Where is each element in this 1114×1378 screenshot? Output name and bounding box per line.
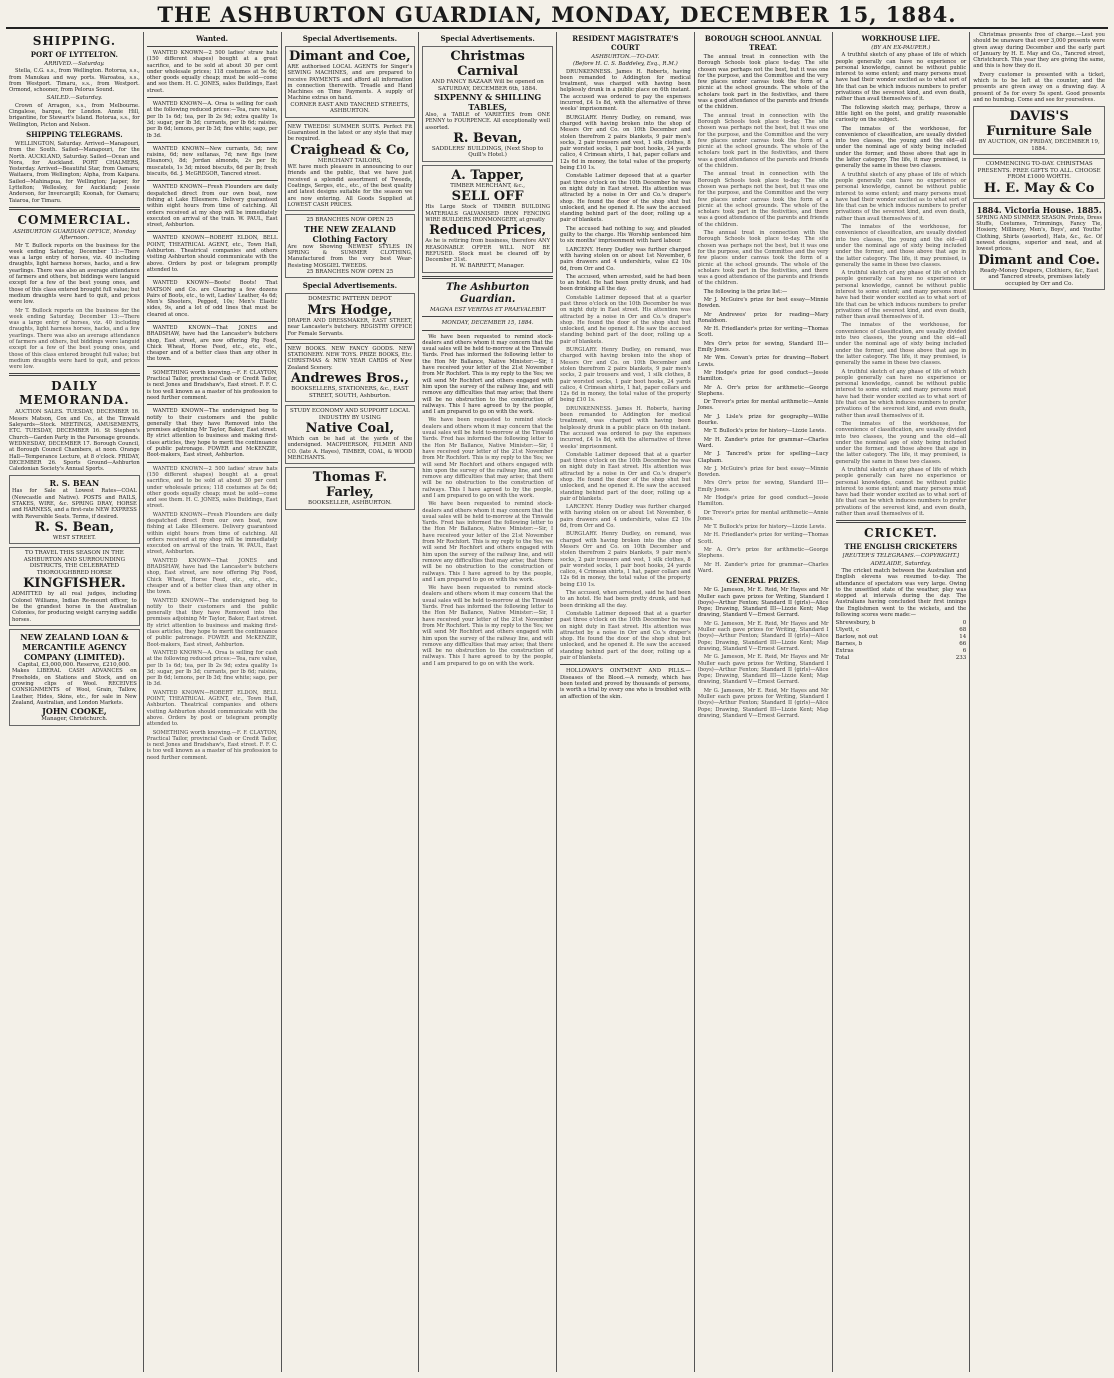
court-place: ASHBURTON.—TO-DAY. bbox=[591, 54, 660, 60]
prize-item: Mr H. Zander's prize for grammar—Charles Ward. bbox=[697, 436, 829, 449]
commercial-text: Mr T. Bullock reports on the business for the week ending Saturday, December 13:—There was a large entry of horses, viz. 40 including draughts, light harness horses, hacks, and a few yearlings. There was also an average attendance of farmers and others, but biddings were languid except for a few of the best young ones, and those of this class entered brought full value; but medium draughts were hard to quit, and prices were low. bbox=[9, 242, 140, 306]
craighead-role: MERCHANT TAILORS, bbox=[317, 157, 382, 164]
score-row bbox=[836, 620, 967, 627]
wanted-item: WANTED KNOWN—ROBERT ELDON, BELL POINT, THEATRICAL AGENT, etc., Town Hall, Ashburton. Theatrical companies and others visiting Ashburton should communicate with the above. Orders by post or telegram promptly attended to. bbox=[146, 235, 278, 273]
kingfisher-advert bbox=[9, 547, 140, 625]
native-coal-advert bbox=[285, 405, 416, 464]
school-intro-repeat: The annual treat in connection with the Borough Schools took place to-day. The site chosen was perhaps not the best, but it was one for the purpose, and the Committee and the very few places under canvas took the form of a picnic at the school grounds. The whole of the scholars took part in the festivities, and there was a good attendance of the parents and friends of the children. bbox=[697, 230, 829, 287]
runs: 233 bbox=[955, 655, 967, 662]
agent-role: Manager, Christchurch. bbox=[41, 716, 108, 723]
tapper-advert bbox=[422, 165, 553, 273]
nz-loan-text: Makes LIBERAL CASH ADVANCES on Freeholds, on Stations and Stock, and on growing clips of Wool. RECEIVES CONSIGNMENTS of Wool, Grain, Tallow, Leather, Hides, Skins, etc., for sale in New Zealand, Australian, and London Markets. bbox=[12, 668, 137, 706]
school-intro-repeat: The annual treat in connection with the Borough Schools took place to-day. The site chosen was perhaps not the best, but it was one for the purpose, and the Committee and the very few places under canvas took the form of a picnic at the school grounds. The whole of the scholars took part in the festivities, and there was a good attendance of the parents and friends of the children. bbox=[697, 112, 829, 170]
wanted-item: WANTED KNOWN—Boots! Boots! That MATSON and Co. are Clearing a few dozens Pairs of Boots, etc., to wit, Ladies' Leather, 4s 6d; Men's Shooters, Pegged, 10s; Men's Elastic sides, 9s, and a lot of odd lines that must be cleared at once. bbox=[146, 280, 278, 318]
may-advert bbox=[973, 158, 1105, 199]
dimant-name: Dimant and Coe, bbox=[289, 49, 411, 64]
andrewes-address: BOOKSELLERS, STATIONERS, &c., EAST STREET, SOUTH, Ashburton. bbox=[291, 386, 409, 399]
wanted-item-repeat: WANTED KNOWN—The undersigned beg to notify to their customers and the public generally that they have Removed into the premises adjoining Mr Taylor, Baker, East street. By strict attention to business and making first-class articles, they hope to merit the continuance of public patronage. FOWER and McKENZIE, Boot-makers, East street, Ashburton. bbox=[146, 597, 278, 648]
sixpenny-text: Also, a TABLE of VARIETIES from ONE PENNY to FOURPENCE. All exceptionally well assorted. bbox=[425, 112, 550, 131]
arrived-text: Stella, C.G. s.s., from Wellington. Rotorua, s.s., from Manukau and way ports. Waroatea, s.s., from Westport. Timaru, s.s., from Westport. Ormond, schooner, from Pelorus Sound. bbox=[9, 68, 140, 94]
court-section-repeat: Constable Latimer deposed that at a quarter past three o'clock on the 10th December he was on night duty in East street. His attention was attracted by a noise in Orr and Co.'s draper's shop. He found the door of the shop shut but unlocked, and he opened it. He saw the accused standing behind part of the door, rolling up a pair of blankets. bbox=[560, 451, 691, 502]
workhouse-para-repeat: The inmates of the workhouse, for convenience of classification, are usually divided into two classes, the young and the old—all under the nominal age of sixty being included under the former, and those above that age in the latter category. The life, it may premised, is generally the same in these two classes. bbox=[835, 224, 967, 268]
runs: 68 bbox=[959, 627, 967, 634]
commercial-sub: ASHBURTON GUARDIAN OFFICE, Monday Afternoon. bbox=[13, 228, 136, 242]
column-3 bbox=[282, 32, 420, 1372]
wanted-item: WANTED KNOWN—Fresh Flounders are daily despatched direct from our own boat, now fishing at Lake Ellesmere. Delivery guaranteed within eight hours from time of catching. All orders received at my shop will be immediately executed on arrival of the train. W. PAUL, East street, Ashburton. bbox=[146, 184, 278, 229]
port-heading: PORT OF LYTTELTON. bbox=[30, 50, 118, 59]
reduced-prices: Reduced Prices, bbox=[429, 223, 547, 239]
wanted-item: WANTED KNOWN—New currants, 5d; new raisins, 6d; new sultanas, 7d; new figs (new Eleanors), 8d; Jordan almonds, 2s per lb; muscatels, 1s 3d; mixed biscuits, 6d per lb; fresh biscuits, 6d. J. McGREGOR, Tancred street. bbox=[146, 145, 278, 178]
bevan-role: SADDLERS' BUILDINGS, (Next Shop to Quill's Hotel.) bbox=[431, 145, 544, 159]
bean-signature: R. S. Bean, bbox=[34, 519, 115, 535]
court-section-repeat: Constable Latimer deposed that at a quarter past three o'clock on the 10th December he was on night duty in East street. His attention was attracted by a noise in Orr and Co.'s draper's shop. He found the door of the shop shut but unlocked, and he opened it. He saw the accused standing behind part of the door, rolling up a pair of blankets. bbox=[560, 294, 691, 345]
tapper-name: A. Tapper, bbox=[451, 167, 525, 183]
masthead-rule bbox=[6, 27, 1108, 29]
dimant-advert bbox=[285, 46, 416, 118]
general-prizes-repeat: Mr G. Jameson, Mr E. Reid, Mr Hayes and Mr Muller each gave prizes for Writing, Standard I (boys)—Arthur Fenton; Standard II (girls)—Alice Pope; Drawing, Standard III—Lizzie Kent; Map drawing, Standard V—Ernest Gerrard. bbox=[697, 687, 829, 719]
wanted-item: WANTED KNOWN—That JONES and BRADSHAW, have had the Lancaster's butchers shop, East street, are now offering Pig Food, Chick Wheat, Horse Feed, etc., etc., etc., cheaper and of a better class than any other in the town. bbox=[146, 324, 278, 363]
court-section: BURGLARY. Henry Dudley, on remand, was charged with having broken into the shop of Messrs Orr and Co. on 10th December and stolen therefrom 2 pairs blankets, 9 pair men's socks, 2 pair trousers and vest, 1 silk clothes, 8 pair worsted socks, 1 pair boot hooks, 24 yards calico, 4 Crimean shirts, 1 hat, paper collars and 12s 6d in money, the total value of the property being £10 1s. bbox=[560, 114, 691, 172]
nameplate: The Ashburton Guardian. bbox=[445, 281, 530, 305]
lead-article: We have been requested to remind stock-dealers and others whom it may concern that the usual sales will be held to-morrow at the Tinwald Yards. Fred has informed the following letter to the Hon Mr Ballance, Native Minister:—Sir, I have received your letter of the 21st November from Mr Rochfort. This is my reply to the Yes; we will send Mr Rochfort and others engaged with him upon the survey of the railway line, and will remove any difficulties that may arise; that there will be no obstruction to the construction of railways. This I have agreed to by the people, and I am prepared to go on with the work. bbox=[422, 333, 553, 416]
wanted-item-repeat: WANTED KNOWN—ROBERT ELDON, BELL POINT, THEATRICAL AGENT, etc., Town Hall, Ashburton. Theatrical companies and others visiting Ashburton should communicate with the above. Orders by post or telegram promptly attended to. bbox=[146, 689, 278, 728]
divider bbox=[147, 46, 278, 47]
workhouse-para: The inmates of the workhouse, for convenience of classification, are usually divided into two classes, the young and the old—all under the nominal age of sixty being included under the former, and those above that age in the latter category. The life, it may premised, is generally the same in these two classes. bbox=[835, 125, 967, 170]
workhouse-para-repeat: A truthful sketch of any phase of life of which people generally can have no experience or personal knowledge, cannot be without public interest to some extent; and many persons must have had their wonder excited as to what sort of life that can be which induces numbers to prefer privations of the severest kind, and even death, rather than avail themselves of it. bbox=[835, 467, 967, 518]
nz-loan-capital: Capital, £3,000,000. Reserve, £210,000. bbox=[18, 661, 131, 668]
prize-item-repeat: Mr Hodge's prize for good conduct—Jessie Hamilton. bbox=[697, 495, 829, 508]
workhouse-para: The following sketch may, perhaps, throw a little light on the point, and gratify reasonable curiosity on the subject. bbox=[835, 104, 967, 124]
court-section: DRUNKENNESS. James H. Roberts, having been remanded to Addington for medical treatment, was charged with having been helplessly drunk in a public place on 6th instant. The accused was ordered to pay the expenses incurred, £4 1s 8d, with the alternative of three weeks' imprisonment. bbox=[560, 68, 691, 113]
dimant-footer-name: Dimant and Coe. bbox=[978, 252, 1100, 268]
column-2 bbox=[144, 32, 282, 1372]
davis-sub: Furniture Sale bbox=[986, 124, 1093, 140]
general-prizes-heading: GENERAL PRIZES. bbox=[726, 576, 800, 586]
wanted-item: WANTED KNOWN—2 500 ladies' straw hats (150 different shapes) bought at a great sacrifice, and to be sold at about 30 per cent under wholesale prices; 118 costumes at 5s 6d; other goods equally cheap; must be sold—come and see them. H. C. JONES, sales Buildings, East street. bbox=[146, 50, 278, 94]
divider bbox=[147, 142, 278, 143]
wanted-item: WANTED KNOWN—The undersigned beg to notify to their customers and the public generally that they have Removed into the premises adjoining Mr Taylor, Baker, East street. By strict attention to business and making first-class articles, they hope to merit the continuance of public patronage. FOWER and McKENZIE, Boot-makers, East street, Ashburton. bbox=[146, 408, 278, 459]
victoria-advert bbox=[973, 202, 1105, 290]
christmas-more: Every customer is presented with a ticket, which is to be left at the counter, and the presents are given away on a drawing day. A present of 5s for every 5s spent. Good presents and no humbug. Come and see for yourselves. bbox=[973, 71, 1105, 103]
bean-text: Has for Sale at Lowest Rates—COAL (Newcastle and Native). POSTS and RAILS, STAKES, WIRE, &c. SPRING DRAY, HORSE and HARNESS, and a first-rate NEW EXPRESS with Reversible Seats. Terms, if desired. bbox=[12, 488, 137, 520]
divider bbox=[147, 321, 278, 322]
memoranda-heading: DAILY MEMORANDA. bbox=[19, 379, 130, 408]
may-name: H. E. May & Co bbox=[983, 180, 1095, 196]
workhouse-byline: (BY AN EX-PAUPER.) bbox=[871, 45, 931, 51]
runs: 6 bbox=[962, 648, 967, 655]
divider bbox=[147, 276, 278, 277]
divider bbox=[147, 97, 278, 98]
workhouse-para-repeat: The inmates of the workhouse, for convenience of classification, are usually divided into two classes, the young and the old—all under the nominal age of sixty being included under the former, and those above that age in the latter category. The life, it may premised, is generally the same in these two classes. bbox=[835, 322, 967, 367]
court-section-repeat: The accused, when arrested, said he had been to an hotel. He had been pretty drunk, and had been drinking all the day. bbox=[560, 590, 691, 609]
branches-banner: 25 BRANCHES NOW OPEN 25 bbox=[306, 268, 394, 275]
court-before: (Before H. C. S. Baddeley, Esq., R.M.) bbox=[572, 61, 678, 68]
craighead-name: Craighead & Co, bbox=[290, 142, 410, 158]
column-8 bbox=[970, 32, 1108, 1372]
prize-item: Mr Andrewes' prize for reading—Mary Ronaldson. bbox=[697, 311, 829, 324]
sailed-text: Crown of Arragon, s.s., from Melbourne. Cingalese, barque, for London. Annie Hill, brigantine, for Stewart's Island. Rotorua, s.s., for Wellington, Picton and Nelson. bbox=[9, 102, 140, 128]
prize-item: Mr A. Orr's prize for arithmetic—George Stephens. bbox=[697, 384, 829, 397]
masthead: THE ASHBURTON GUARDIAN, MONDAY, DECEMBER 15, 1884. bbox=[157, 2, 957, 27]
cricket-scores bbox=[836, 620, 967, 662]
memoranda-text: AUCTION SALES. TUESDAY, DECEMBER 16. Messrs Matson, Cox and Co., at the Tinwald Saleyards—Stock. MEETINGS, AMUSEMENTS, ETC. TUESDAY, DECEMBER 16. St Stephen's Church—Garden Party in the Parsonage grounds. WEDNESDAY, DECEMBER 17. Borough Council, at Borough Council Chambers, at noon. Orange Hall—Temperance Lecture, at 8 o'clock. FRIDAY, DECEMBER 26. Sports Ground—Ashburton Caledonian Society's Annual Sports. bbox=[9, 409, 140, 473]
carnival-title: Christmas Carnival bbox=[450, 49, 525, 79]
prize-item: Mr J. McGuire's prize for best essay—Minnie Bowden. bbox=[697, 296, 829, 310]
telegrams-heading: SHIPPING TELEGRAMS. bbox=[26, 129, 123, 139]
workhouse-para: A truthful sketch of any phase of life of which people generally can have no experience or personal knowledge, cannot be without public interest to some extent; and many persons must have had their wonder excited as to what sort of life that can be which induces numbers to prefer privations of the severest kind, and even death, rather than avail themselves of it. bbox=[835, 52, 967, 103]
prize-item: Mr H. Friedlander's prize for writing—Thomas Scott. bbox=[697, 326, 829, 339]
carnival-advert bbox=[422, 46, 553, 162]
score-row bbox=[836, 641, 967, 648]
hodge-intro: DOMESTIC PATTERN DEPOT bbox=[308, 296, 392, 303]
telegrams-text: WELLINGTON, Saturday. Arrived—Manapouri, from the South. Sailed—Manapouri, for the North. AUCKLAND, Saturday. Sailed—Ocean and Nora, for Auckland. PORT CHALMERS, Yesterday. Arrived—Beautiful Star, from Oamaru; Waitaera, from Wellington; Alpha, from Kaipara. Sailed—Mahinapua, for Wellington; Jasper, for Lyttelton; Wellesley, for Auckland; Jessie Anderson, for Invercargill; Koonah, for Oamaru; Taiaroa, for Timaru. bbox=[9, 140, 140, 204]
tapper-text: His Large Stock of TIMBER BUILDING MATERIALS GALVANISED IRON FENCING WIRE BUILDERS IRONMONGERY, at greatly bbox=[425, 204, 550, 223]
cricket-tag: [REUTER'S TELEGRAMS.—COPYRIGHT.] bbox=[842, 553, 960, 560]
wanted-item-repeat: WANTED KNOWN—A. Orsa is selling for cash at the following reduced prices:—Tea, rare value, per lb 1s 6d; tea, per lb 2s 9d; extra quality 1s 3d; sugar, per lb 3d; currants, per lb 6d; raisins, per lb 6d; lemons, per lb 3d; fine white; sago, per lb 3d. bbox=[146, 649, 278, 688]
divider bbox=[147, 404, 278, 405]
reduced-text: As he is retiring from business, therefore ANY REASONABLE OFFER WILL NOT BE REFUSED. Stock must be cleared off by December 31st. bbox=[425, 238, 550, 264]
score-row bbox=[836, 648, 967, 655]
batsman: Ulyett, c bbox=[835, 627, 860, 634]
general-prizes-repeat: Mr G. Jameson, Mr E. Reid, Mr Hayes and Mr Muller each gave prizes for Writing, Standard I (boys)—Arthur Fenton; Standard II (girls)—Alice Pope; Drawing, Standard III—Lizzie Kent; Map drawing, Standard V—Ernest Gerrard. bbox=[697, 620, 829, 652]
tapper-role: TIMBER MERCHANT, &c., bbox=[450, 182, 526, 189]
commercial-text-repeat: Mr T. Bullock reports on the business for the week ending Saturday, December 13:—There was a large entry of horses, viz. 40 including draughts, light harness horses, hacks, and a few yearlings. There was also an average attendance of farmers and others, but biddings were languid except for a few of the best young ones, and those of this class entered brought full value; but medium draughts were hard to quit, and prices were low. bbox=[9, 307, 140, 371]
holloway-notice: HOLLOWAY'S OINTMENT AND PILLS.—Diseases of the Blood.—A remedy, which has been tested and proved by thousands of persons, is worth a trial by every one who is troubled with an affection of the skin. bbox=[560, 668, 691, 700]
christmas-note: Christmas presents free of charge.—Lest you should be unaware that over 3,000 presents were given away during December and the early part of January by H. E. May and Co., Tancred street, Christchurch. This year they are giving the same, and this is how they do it. bbox=[973, 32, 1105, 70]
davis-text: BY AUCTION, ON FRIDAY, DECEMBER 19, 1884. bbox=[978, 139, 1100, 152]
barrett-signature: H. W. BARRETT, Manager. bbox=[451, 263, 525, 270]
batsman: Total bbox=[835, 655, 850, 662]
wanted-item-repeat: SOMETHING worth knowing.—F. F. CLAYTON, Practical Tailor, provincial Cash or Credit Tailor, is next Jones and Bradshaw's, East street. F. F. C. is too well known as a master of his profession to need further comment. bbox=[146, 729, 278, 761]
prize-item-repeat: Mr J. McGuire's prize for best essay—Minnie Bowden. bbox=[697, 465, 829, 479]
cricket-subheading: THE ENGLISH CRICKETERS bbox=[844, 542, 958, 552]
batsman: Extras bbox=[835, 648, 854, 655]
craighead-advert bbox=[285, 121, 416, 211]
tweeds-text: NEW TWEEDS! SUMMER SUITS. Perfect Fit Guaranteed in the latest or any style that may be required. bbox=[287, 123, 413, 143]
divider bbox=[9, 373, 140, 376]
farley-name: Thomas F. Farley, bbox=[312, 470, 388, 501]
court-section-repeat: LARCENY. Henry Dudley was further charged with having stolen on or about 1st November, 6 pairs drawers and 4 undershirts, value £2 10s 6d, from Orr and Co. bbox=[560, 504, 691, 530]
hodge-text: DRAPER AND DRESSMAKER, EAST STREET, near Lancaster's butchery. REGISTRY OFFICE For Female Servants. bbox=[287, 317, 413, 337]
general-prizes-repeat: Mr G. Jameson, Mr E. Reid, Mr Hayes and Mr Muller each gave prizes for Writing, Standard I (boys)—Arthur Fenton; Standard II (girls)—Alice Pope; Drawing, Standard III—Lizzie Kent; Map drawing, Standard V—Ernest Gerrard. bbox=[697, 654, 829, 686]
prize-heading: The following is the prize list:— bbox=[703, 288, 788, 295]
batsman: Barnes, b bbox=[835, 641, 863, 648]
prize-item: Mr T. Bullock's prize for history—Lizzie Lewis. bbox=[703, 428, 826, 435]
coal-name: Native Coal, bbox=[305, 421, 395, 437]
craighead-text: WE have much pleasure in announcing to our friends and the public, that we have just received a splendid assortment of Tweeds, Coatings, Serges, etc., etc., of the best quality and latest designs suitable for the season we are now entering. All Goods Supplied at LOWEST CASH PRICES. bbox=[287, 164, 413, 208]
farley-role: BOOKSELLER, ASHBURTON. bbox=[308, 500, 392, 507]
sailed-heading: SAILED.—Saturday. bbox=[46, 95, 103, 102]
wanted-item: WANTED KNOWN—A. Orsa is selling for cash at the following reduced prices:—Tea, rare value, per lb 1s 6d; tea, per lb 2s 9d; extra quality 1s 3d; sugar, per lb 3d; currants, per lb 6d; raisins, per lb 6d; lemons, per lb 3d; fine white; sago, per lb 3d. bbox=[146, 101, 278, 139]
davis-title: DAVIS'S bbox=[1009, 109, 1069, 125]
workhouse-para-repeat: The inmates of the workhouse, for convenience of classification, are usually divided into two classes, the young and the old—all under the nominal age of sixty being included under the former, and those above that age in the latter category. The life, it may premised, is generally the same in these two classes. bbox=[835, 420, 967, 465]
columns bbox=[6, 32, 1108, 1372]
bevan-name: R. Bevan, bbox=[453, 130, 523, 146]
andrewes-list: NEW BOOKS. NEW FANCY GOODS. NEW STATIONERY. NEW TOYS. PRIZE BOOKS, Etc. CHRISTMAS & NEW YEAR CARDS of New Zealand Scenery. bbox=[287, 345, 413, 371]
prize-item: Mr Wm. Cowan's prize for drawing—Robert Lewis. bbox=[697, 355, 829, 368]
runs: 66 bbox=[959, 641, 967, 648]
lead-article-repeat: We have been requested to remind stock-dealers and others whom it may concern that the usual sales will be held to-morrow at the Tinwald Yards. Fred has informed the following letter to the Hon Mr Ballance, Native Minister:—Sir, I have received your letter of the 21st November from Mr Rochfort. This is my reply to the Yes; we will send Mr Rochfort and others engaged with him upon the survey of the railway line, and will remove any difficulties that may arise; that there will be no obstruction to the construction of railways. This I have agreed to by the people, and I am prepared to go on with the work. bbox=[422, 417, 553, 499]
lead-article-repeat: We have been requested to remind stock-dealers and others whom it may concern that the usual sales will be held to-morrow at the Tinwald Yards. Fred has informed the following letter to the Hon Mr Ballance, Native Minister:—Sir, I have received your letter of the 21st November from Mr Rochfort. This is my reply to the Yes; we will send Mr Rochfort and others engaged with him upon the survey of the railway line, and will remove any difficulties that may arise; that there will be no obstruction to the construction of railways. This I have agreed to by the people, and I am prepared to go on with the work. bbox=[422, 501, 553, 583]
court-section-repeat: BURGLARY. Henry Dudley, on remand, was charged with having broken into the shop of Messrs Orr and Co. on 10th December and stolen therefrom 2 pairs blankets, 9 pair men's socks, 2 pair trousers and vest, 1 silk clothes, 8 pair worsted socks, 1 pair boot hooks, 24 yards calico, 4 Crimean shirts, 1 hat, paper collars and 12s 6d in money, the total value of the property being £10 1s. bbox=[560, 347, 691, 404]
court-section: Constable Latimer deposed that at a quarter past three o'clock on the 10th December he was on night duty in East street. His attention was attracted by a noise in Orr and Co.'s draper's shop. He found the door of the shop shut but unlocked, and he opened it. He saw the accused standing behind part of the door, rolling up a pair of blankets. bbox=[560, 173, 691, 224]
prize-item: Mrs Orr's prize for sewing, Standard III—Emily Jones. bbox=[697, 340, 829, 354]
prize-item: Dr Trevor's prize for mental arithmetic—Annie Jones. bbox=[697, 399, 829, 412]
clothing-factory-advert bbox=[285, 214, 416, 278]
divider bbox=[422, 316, 553, 317]
victoria-text: SPRING AND SUMMER SEASON. Prints, Dress Stuffs, Costumes, Trimmings, Fancy Tie, Hosiery, Millinery, Men's, Boys', and Youths' Clothing, Shirts (assorted), Hats, &c., &c. Of newest designs, superior and neat, and at lowest prices. bbox=[976, 214, 1103, 253]
hodge-advert bbox=[285, 293, 416, 339]
court-heading: RESIDENT MAGISTRATE'S COURT bbox=[572, 34, 679, 52]
prize-item-repeat: Mrs Orr's prize for sewing, Standard III—Emily Jones. bbox=[697, 480, 829, 493]
divider bbox=[9, 207, 140, 210]
divider bbox=[147, 462, 278, 463]
divider bbox=[836, 520, 967, 523]
court-section-repeat: Constable Latimer deposed that at a quarter past three o'clock on the 10th December he was on night duty in East street. His attention was attracted by a noise in Orr and Co.'s draper's shop. He found the door of the shop shut but unlocked, and he opened it. He saw the accused standing behind part of the door, rolling up a pair of blankets. bbox=[560, 610, 691, 662]
davis-advert bbox=[973, 106, 1105, 155]
prize-item: Mr Hodge's prize for good conduct—Jessie Hamilton. bbox=[697, 369, 829, 383]
runs: 14 bbox=[959, 634, 967, 641]
dimant-address: CORNER EAST AND TANCRED STREETS, ASHBURTON. bbox=[290, 101, 410, 115]
special-heading-2: Special Advertisements. bbox=[302, 281, 398, 291]
divider bbox=[422, 330, 553, 331]
school-intro-repeat: The annual treat in connection with the Borough Schools took place to-day. The site chosen was perhaps not the best, but it was one for the purpose, and the Committee and the very few places under canvas took the form of a picnic at the school grounds. The whole of the scholars took part in the festivities, and there was a good attendance of the parents and friends of the children. bbox=[697, 171, 829, 228]
school-heading: BOROUGH SCHOOL ANNUAL TREAT. bbox=[704, 34, 822, 52]
sixpenny-title: SIXPENNY & SHILLING TABLES, bbox=[434, 92, 542, 112]
wanted-item-repeat: WANTED KNOWN—Fresh Flounders are daily despatched direct from our own boat, now fishing at Lake Ellesmere. Delivery guaranteed within eight hours from time of catching. All orders received at my shop will be immediately executed on arrival of the train. W. PAUL, East street, Ashburton. bbox=[146, 511, 278, 556]
prize-item-repeat: Mr H. Friedlander's prize for writing—Thomas Scott. bbox=[697, 532, 829, 545]
kingfisher-text: ADMITTED by all real judges, including Colonel Williams, Indian Re-mount officer, to be the grandest horse in the Australian Colonies, for producing weight carrying saddle horses. bbox=[12, 591, 137, 623]
factory-text: Are now Showing NEWEST STYLES IN SPRING & SUMMER CLOTHING, Manufactured from the very best Wear-Resisting MOSGIEL TWEEDS. bbox=[287, 243, 413, 269]
prize-item: Mr J. Tancred's prize for spelling—Lucy Clapham. bbox=[697, 451, 829, 464]
divider bbox=[147, 180, 278, 181]
column-4 bbox=[419, 32, 557, 1372]
workhouse-para-repeat: A truthful sketch of any phase of life of which people generally can have no experience or personal knowledge, cannot be without public interest to some extent; and many persons must have had their wonder excited as to what sort of life that can be which induces numbers to prefer privations of the severest kind, and even death, rather than avail themselves of it. bbox=[835, 270, 967, 321]
batsman: Barlow, not out bbox=[835, 634, 878, 641]
prize-item-repeat: Dr Trevor's prize for mental arithmetic—Annie Jones. bbox=[697, 509, 829, 522]
column-7 bbox=[833, 32, 971, 1372]
court-section: The accused, when arrested, said he had been to an hotel. He had been pretty drunk, and had been drinking all the day. bbox=[560, 273, 691, 293]
shipping-heading: SHIPPING. bbox=[32, 34, 116, 48]
andrewes-name: Andrewes Bros., bbox=[290, 371, 409, 387]
cricket-heading: CRICKET. bbox=[863, 526, 938, 541]
wanted-heading: Wanted. bbox=[196, 34, 229, 43]
prize-item-repeat: Mr H. Zander's prize for grammar—Charles Ward. bbox=[697, 561, 829, 574]
branches-banner: 25 BRANCHES NOW OPEN 25 bbox=[306, 217, 394, 224]
court-section-repeat: DRUNKENNESS. James H. Roberts, having been remanded to Addington for medical treatment, was charged with having been helplessly drunk in a public place on 6th instant. The accused was ordered to pay the expenses incurred, £4 1s 8d, with the alternative of three weeks' imprisonment. bbox=[560, 405, 691, 450]
tapper-sell: SELL OFF bbox=[451, 189, 524, 205]
workhouse-para-repeat: A truthful sketch of any phase of life of which people generally can have no experience or personal knowledge, cannot be without public interest to some extent; and many persons must have had their wonder excited as to what sort of life that can be which induces numbers to prefer privations of the severest kind, and even death, rather than avail themselves of it. bbox=[835, 368, 967, 419]
nz-loan-advert bbox=[9, 629, 140, 726]
carnival-sub: AND FANCY BAZAAR Will be opened on SATURDAY, DECEMBER 6th, 1884. bbox=[431, 79, 544, 92]
dateline: MONDAY, DECEMBER 15, 1884. bbox=[441, 320, 534, 327]
workhouse-para-repeat: A truthful sketch of any phase of life of which people generally can have no experience or personal knowledge, cannot be without public interest to some extent; and many persons must have had their wonder excited as to what sort of life that can be which induces numbers to prefer privations of the severest kind, and even death, rather than avail themselves of it. bbox=[835, 171, 967, 222]
kingfisher-name: KINGFISHER. bbox=[23, 576, 126, 592]
cricket-text: The cricket match between the Australian and English elevens was resumed to-day. The attendance of spectators was very large. Owing to the unsettled state of the weather, play was stopped at intervals during the day. The Australians having concluded their first innings the Englishmen went to the wickets, and the following scores were made:— bbox=[835, 567, 967, 619]
court-section: LARCENY. Henry Dudley was further charged with having stolen on or about 1st November, 6 pairs drawers and 4 undershirts, value £2 10s 6d, from Orr and Co. bbox=[560, 246, 691, 272]
special-heading: Special Advertisements. bbox=[440, 34, 535, 43]
workhouse-heading: WORKHOUSE LIFE. bbox=[861, 34, 941, 43]
court-section-repeat: BURGLARY. Henry Dudley, on remand, was charged with having broken into the shop of Messrs Orr and Co. on 10th December and stolen therefrom 2 pairs blankets, 9 pair men's socks, 2 pair trousers and vest, 1 silk clothes, 8 pair worsted socks, 1 pair boot hooks, 24 yards calico, 4 Crimean shirts, 1 hat, paper collars and 12s 6d in money, the total value of the property being £10 1s. bbox=[560, 531, 691, 588]
score-row bbox=[836, 634, 967, 641]
coal-intro: STUDY ECONOMY AND SUPPORT LOCAL INDUSTRY BY USING bbox=[290, 408, 410, 421]
prize-item: Mr J. Lisle's prize for geography—Willie Bourke. bbox=[697, 413, 829, 427]
prize-item-repeat: Mr A. Orr's prize for arithmetic—George Stephens. bbox=[697, 547, 829, 560]
dimant-text: ARE authorised LOCAL AGENTS for Singer's SEWING MACHINES, and are prepared to receive PAYMENTS and afford all information in connection therewith. Treadle and Hand Machines on Time Payments. A supply of Machine extras on hand. bbox=[287, 64, 413, 102]
commercial-heading: COMMERCIAL. bbox=[17, 212, 132, 227]
coal-text: Which can be had at the yards of the undersigned. MACPHERSON, FILMER AND CO. (late A. Hayes), TIMBER, COAL, & WOOD MERCHANTS. bbox=[287, 436, 413, 461]
prize-item-repeat: Mr T. Bullock's prize for history—Lizzie Lewis. bbox=[703, 524, 826, 531]
divider bbox=[422, 276, 553, 279]
batsman: Shrewsbury, b bbox=[835, 620, 876, 627]
runs: 0 bbox=[962, 620, 967, 627]
wanted-item-repeat: WANTED KNOWN—That JONES and BRADSHAW, have had the Lancaster's butchers shop, East street, are now offering Pig Food, Chick Wheat, Horse Feed, etc., etc., etc., cheaper and of a better class than any other in the town. bbox=[146, 557, 278, 596]
divider bbox=[147, 366, 278, 367]
bean-address: WEST STREET. bbox=[52, 534, 96, 541]
victoria-title: 1884. Victoria House. 1885. bbox=[976, 204, 1102, 215]
factory-title: THE NEW ZEALAND Clothing Factory bbox=[303, 223, 396, 244]
hodge-name: Mrs Hodge, bbox=[307, 302, 393, 318]
divider bbox=[147, 231, 278, 232]
wanted-item-repeat: WANTED KNOWN—2 500 ladies' straw hats (150 different shapes) bought at a great sacrifice, and to be sold at about 30 per cent under wholesale prices; 118 costumes at 5s 6d; other goods equally cheap; must be sold—come and see them. H. C. JONES, sales Buildings, East street. bbox=[146, 465, 278, 510]
score-row-total bbox=[836, 655, 967, 662]
divider bbox=[560, 664, 691, 665]
score-row bbox=[836, 627, 967, 634]
farley-advert bbox=[285, 467, 416, 510]
wanted-item: SOMETHING worth knowing.—F. F. CLAYTON, Practical Tailor, provincial Cash or Credit Tailor, is next Jones and Bradshaw's, East street. F. F. C. is too well known as a master of his profession to need further comment. bbox=[146, 369, 278, 401]
dimant-footer-sub: Ready-Money Drapers, Clothiers, &c, East and Tancred streets, premises lately occupied by Orr and Co. bbox=[979, 267, 1099, 287]
school-intro: The annual treat in connection with the Borough Schools took place to-day. The site chosen was perhaps not the best, but it was one for the purpose, and the Committee and the very few places under canvas took the form of a picnic at the school grounds. The whole of the scholars took part in the festivities, and there was a good attendance of the parents and friends of the children. bbox=[697, 54, 829, 111]
nz-loan-heading: NEW ZEALAND LOAN & MERCANTILE AGENCY COMPANY (LIMITED). bbox=[20, 631, 129, 662]
commencing-text: COMMENCING TO-DAY. CHRISTMAS PRESENTS. FREE GIFTS TO ALL. CHOOSE FROM £1000 WORTH. bbox=[977, 161, 1101, 181]
column-5 bbox=[557, 32, 695, 1372]
general-prizes: Mr G. Jameson, Mr E. Reid, Mr Hayes and Mr Muller each gave prizes for Writing, Standard I (boys)—Arthur Fenton; Standard II (girls)—Alice Pope; Drawing, Standard III—Lizzie Kent; Map drawing, Standard V—Ernest Gerrard. bbox=[697, 587, 829, 619]
column-1 bbox=[6, 32, 144, 1372]
nameplate-motto: MAGNA EST VERITAS ET PRAEVALEBIT bbox=[429, 306, 546, 313]
bean-name: R. S. BEAN bbox=[49, 478, 100, 489]
cricket-place: ADELAIDE, Saturday. bbox=[870, 560, 932, 567]
kingfisher-intro: TO TRAVEL THIS SEASON IN THE ASHBURTON AND SURROUNDING DISTRICTS, THE CELEBRATED THOROUGHBRED HORSE bbox=[23, 550, 126, 576]
andrewes-advert bbox=[285, 343, 416, 402]
lead-article-repeat: We have been requested to remind stock-dealers and others whom it may concern that the usual sales will be held to-morrow at the Tinwald Yards. Fred has informed the following letter to the Hon Mr Ballance, Native Minister:—Sir, I have received your letter of the 21st November from Mr Rochfort. This is my reply to the Yes; we will send Mr Rochfort and others engaged with him upon the survey of the railway line, and will remove any difficulties that may arise; that there will be no obstruction to the construction of railways. This I have agreed to by the people, and I am prepared to go on with the work. bbox=[422, 585, 553, 667]
column-6 bbox=[695, 32, 833, 1372]
bean-advert bbox=[9, 475, 140, 544]
arrived-heading: ARRIVED.—Saturday. bbox=[44, 61, 105, 67]
court-section: The accused had nothing to say, and pleaded guilty to the charge. His Worship sentenced him to six months' imprisonment with hard labour. bbox=[560, 225, 691, 245]
agent-name: JOHN COOKE, bbox=[42, 706, 107, 717]
special-heading: Special Advertisements. bbox=[302, 34, 398, 43]
